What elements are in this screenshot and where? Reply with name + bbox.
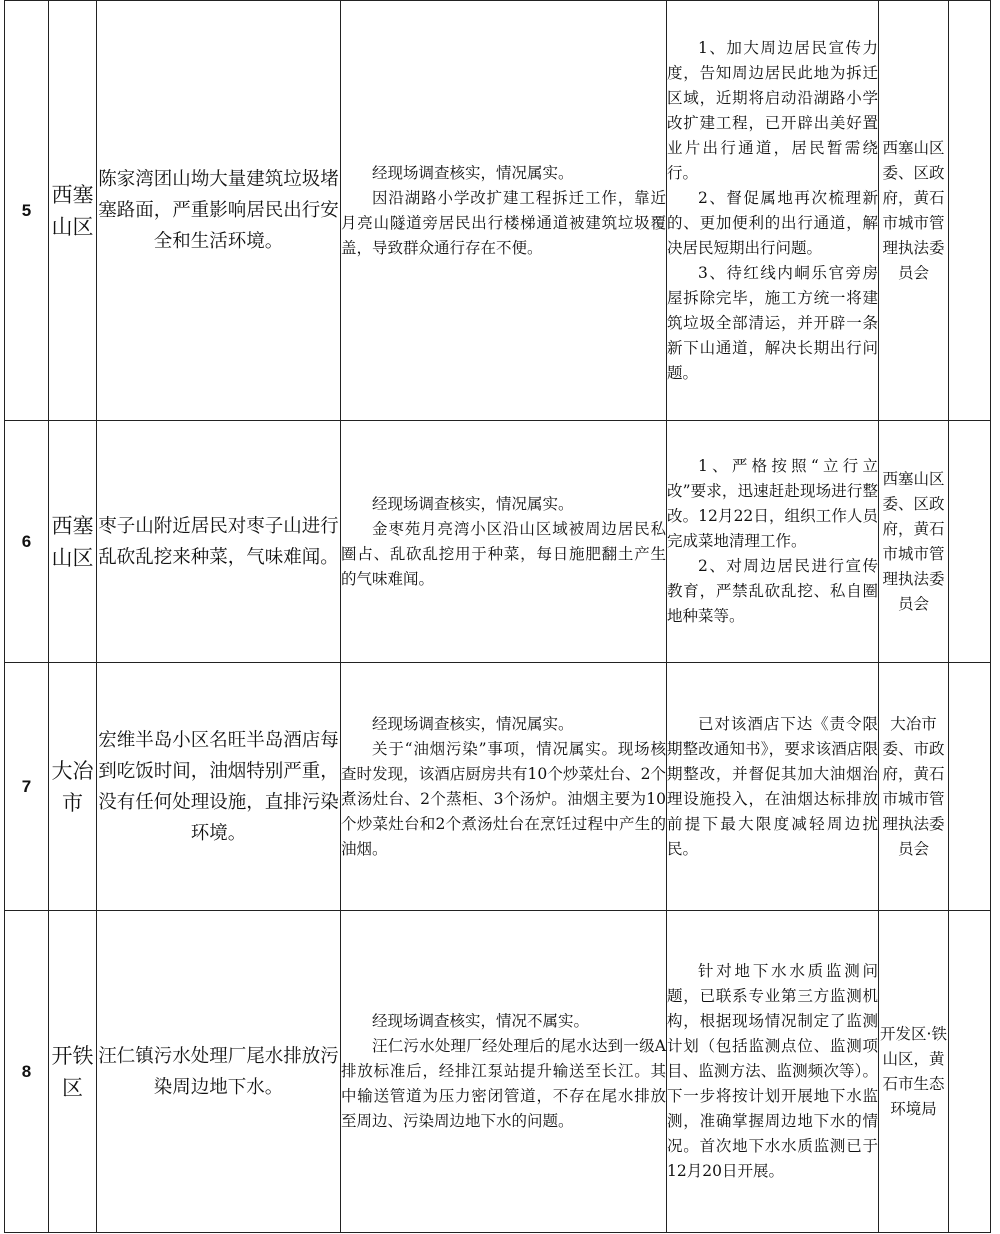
investigation-paragraph: 关于“油烟污染”事项，情况属实。现场核查时发现，该酒店厨房共有10个炒菜灶台、2个煮汤灶台、2个蒸柜、3个汤炉。油烟主要为10个炒菜灶台和2个煮汤灶台在烹饪过程中产生的油烟。 (341, 739, 666, 858)
table-row (5, 1, 991, 421)
empty-cell (949, 911, 991, 1233)
rectification-paragraph: 1、加大周边居民宣传力度，告知周边居民此地为拆迁区域，近期将启动沿湖路小学改扩建工程，已开辟出美好置业片出行通道，居民暂需绕行。 (667, 38, 878, 182)
row-number: 6 (5, 421, 49, 663)
row-number: 7 (5, 663, 49, 911)
investigation-paragraph: 经现场调查核实，情况属实。 (372, 714, 574, 733)
district-cell: 西塞山区 (49, 421, 97, 663)
rectification-cell (667, 421, 879, 663)
investigation-paragraph: 经现场调查核实，情况属实。 (372, 494, 574, 513)
district-cell: 开铁区 (49, 911, 97, 1233)
rectification-cell (667, 1, 879, 421)
investigation-result-cell (341, 1, 667, 421)
case-table (4, 0, 991, 1233)
investigation-paragraph: 经现场调查核实，情况不属实。 (372, 1012, 590, 1030)
district-cell: 大冶市 (49, 663, 97, 911)
complaint-cell: 宏维半岛小区名旺半岛酒店每到吃饭时间，油烟特别严重，没有任何处理设施，直排污染环境。 (97, 663, 341, 911)
rectification-paragraph: 3、待红线内峒乐官旁房屋拆除完毕，施工方统一将建筑垃圾全部清运，并开辟一条新下山通道，解决长期出行问题。 (667, 263, 878, 382)
responsible-unit-cell: 大冶市委、市政府，黄石市城市管理执法委员会 (879, 663, 949, 911)
investigation-result-cell (341, 663, 667, 911)
complaint-cell: 枣子山附近居民对枣子山进行乱砍乱挖来种菜，气味难闻。 (97, 421, 341, 663)
row-number: 8 (5, 911, 49, 1233)
empty-cell (949, 421, 991, 663)
responsible-unit-cell: 西塞山区委、区政府，黄石市城市管理执法委员会 (879, 1, 949, 421)
district-cell: 西塞山区 (49, 1, 97, 421)
rectification-paragraph: 2、对周边居民进行宣传教育，严禁乱砍乱挖、私自圈地种菜等。 (667, 557, 878, 625)
responsible-unit-cell: 西塞山区委、区政府，黄石市城市管理执法委员会 (879, 421, 949, 663)
investigation-paragraph: 金枣苑月亮湾小区沿山区域被周边居民私圈占、乱砍乱挖用于种菜，每日施肥翻土产生的气味难闻。 (341, 519, 666, 588)
rectification-cell (667, 911, 879, 1233)
responsible-unit-cell: 开发区·铁山区，黄石市生态环境局 (879, 911, 949, 1233)
investigation-result-cell (341, 421, 667, 663)
table-row (5, 663, 991, 911)
rectification-paragraph: 1、严格按照“立行立改”要求，迅速赶赴现场进行整改。12月22日，组织工作人员完成菜地清理工作。 (667, 457, 878, 550)
investigation-paragraph: 汪仁污水处理厂经处理后的尾水达到一级A排放标准后，经排江泵站提升输送至长江。其中输送管道为压力密闭管道，不存在尾水排放至周边、污染周边地下水的问题。 (341, 1037, 666, 1130)
rectification-paragraph: 已对该酒店下达《责令限期整改通知书》，要求该酒店限期整改，并督促其加大油烟治理设施投入，在油烟达标排放前提下最大限度减轻周边扰民。 (667, 714, 878, 858)
complaint-cell: 汪仁镇污水处理厂尾水排放污染周边地下水。 (97, 911, 341, 1233)
table-row (5, 421, 991, 663)
rectification-cell (667, 663, 879, 911)
rectification-paragraph: 2、督促属地再次梳理新的、更加便利的出行通道，解决居民短期出行问题。 (667, 188, 878, 257)
empty-cell (949, 663, 991, 911)
investigation-paragraph: 因沿湖路小学改扩建工程拆迁工作，靠近月亮山隧道旁居民出行楼梯通道被建筑垃圾覆盖，导致群众通行存在不便。 (341, 188, 666, 257)
investigation-result-cell (341, 911, 667, 1233)
investigation-paragraph: 经现场调查核实，情况属实。 (372, 163, 574, 182)
row-number: 5 (5, 1, 49, 421)
complaint-cell: 陈家湾团山坳大量建筑垃圾堵塞路面，严重影响居民出行安全和生活环境。 (97, 1, 341, 421)
rectification-paragraph: 针对地下水水质监测问题，已联系专业第三方监测机构，根据现场情况制定了监测计划（包括监测点位、监测项目、监测方法、监测频次等）。下一步将按计划开展地下水监测，准确掌握周边地下水的情况。首次地下水水质监测已于12月20日开展。 (667, 962, 878, 1180)
table-row (5, 911, 991, 1233)
empty-cell (949, 1, 991, 421)
